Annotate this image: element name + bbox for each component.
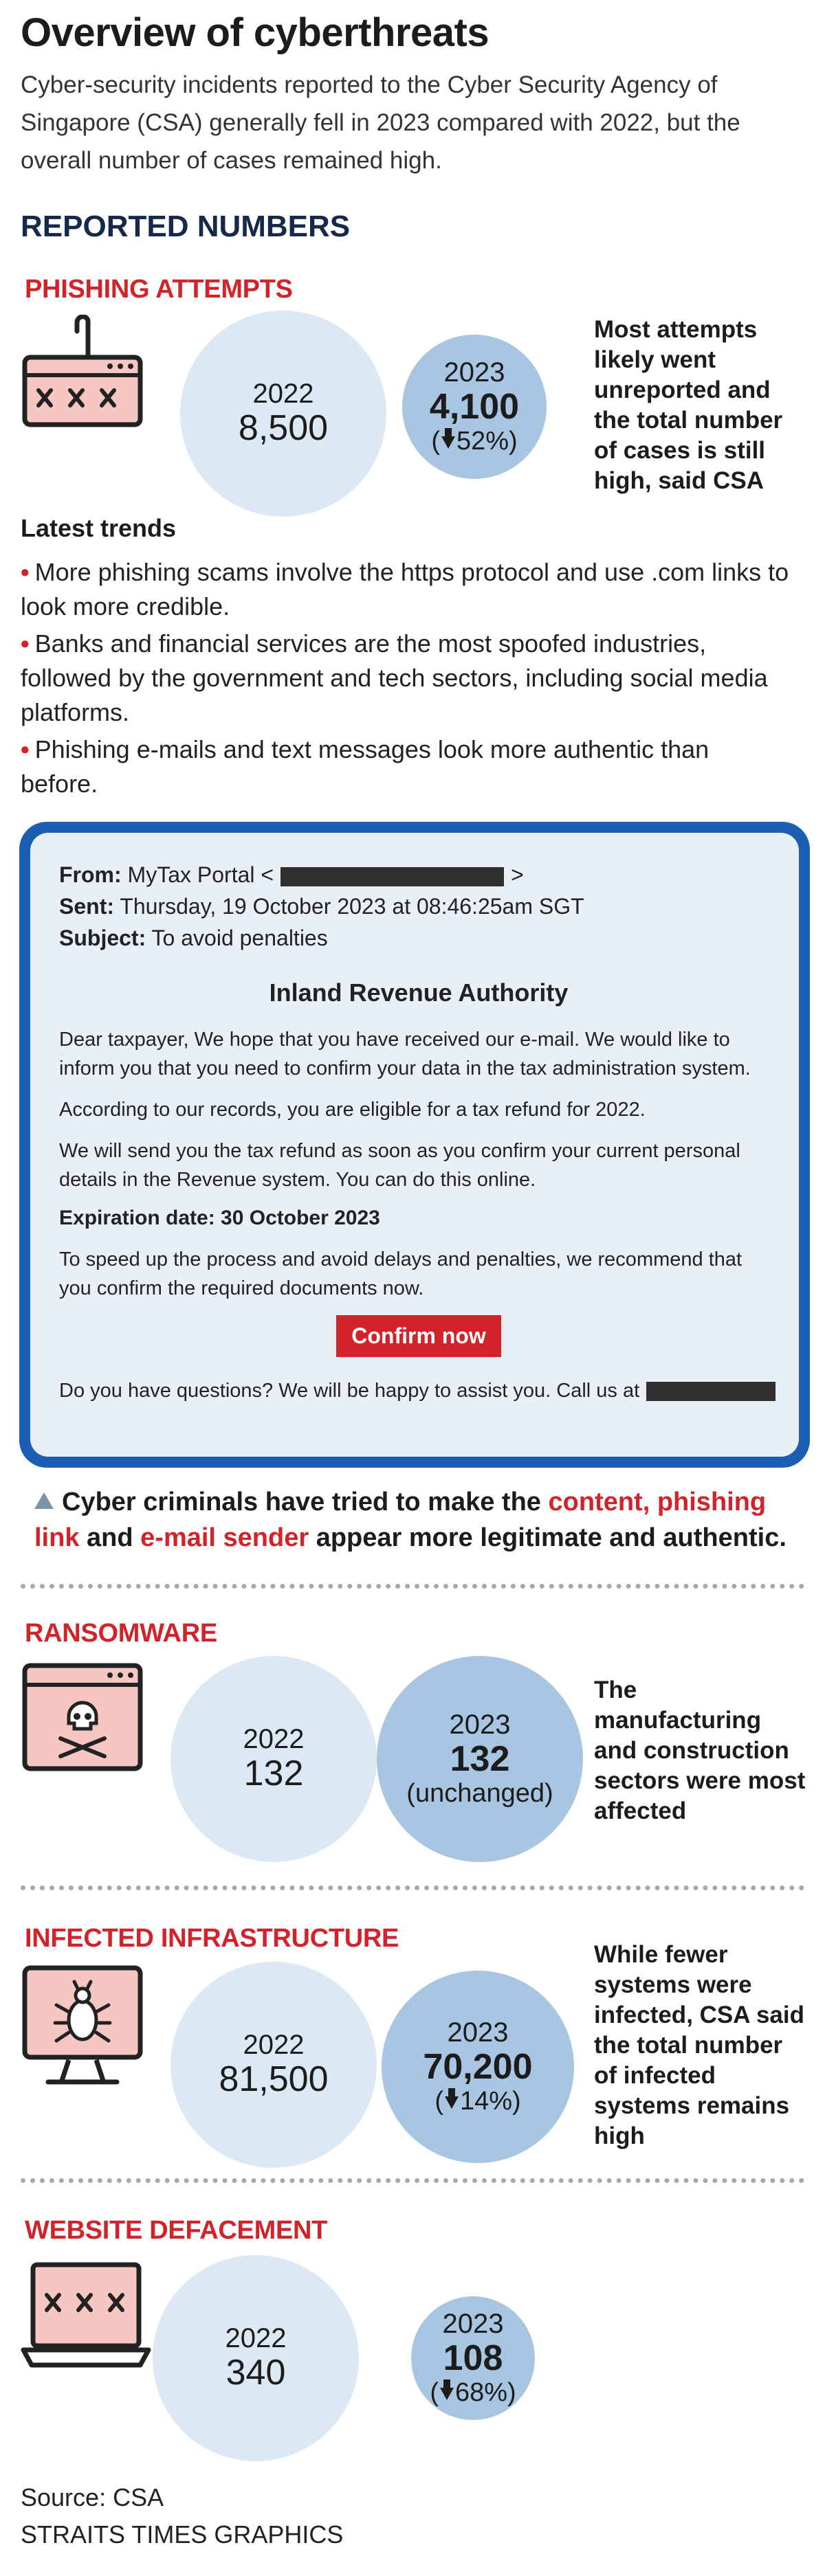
- phishing-hook-icon: [21, 315, 144, 432]
- email-expiry: Expiration date: 30 October 2023: [59, 1207, 380, 1229]
- phishing-2023-change: ( 52%): [431, 426, 518, 456]
- deface-2023-change: ( 68%): [430, 2377, 516, 2407]
- phishing-note: Most attempts likely went unreported and the total number of cases is still high, said CSA: [594, 316, 783, 494]
- confirm-now-button[interactable]: Confirm now: [336, 1315, 501, 1357]
- phishing-2022-year: 2022: [252, 379, 314, 410]
- section-heading: REPORTED NUMBERS: [21, 210, 351, 243]
- email-footer: Do you have questions? We will be happy to assist you. Call us at: [59, 1376, 778, 1405]
- down-arrow-icon: [441, 436, 455, 449]
- deface-2023-circle: [411, 2296, 535, 2420]
- down-arrow-icon: [440, 2388, 454, 2400]
- email-sent: Sent: Thursday, 19 October 2023 at 08:46:25am SGT: [59, 894, 584, 919]
- infra-2022-value: 81,500: [219, 2059, 329, 2100]
- email-from: From: MyTax Portal < >: [59, 862, 524, 887]
- phishing-email-frame: [19, 822, 810, 1468]
- ransomware-2023-year: 2023: [449, 1709, 511, 1740]
- redacted-phone-number: [646, 1382, 776, 1401]
- ransomware-note: The manufacturing and construction sectors were most affected: [594, 1677, 806, 1824]
- email-paragraph: Dear taxpayer, We hope that you have received our e-mail. We would like to inform you that you need to confirm your data in the tax administration system.: [59, 1029, 751, 1079]
- phishing-email: [30, 833, 799, 1457]
- ransomware-2023-circle: [377, 1656, 583, 1862]
- page-title: Overview of cyberthreats: [21, 10, 490, 55]
- trends-title: Latest trends: [21, 514, 177, 542]
- phishing-2023-value: 4,100: [429, 386, 520, 427]
- bug-monitor-icon: [21, 1964, 144, 2091]
- phishing-2023-circle: [402, 335, 547, 479]
- trend-item: • More phishing scams involve the https protocol and use .com links to look more credible.: [21, 555, 791, 624]
- ransomware-2022-year: 2022: [243, 1724, 305, 1755]
- down-arrow-icon: [445, 2096, 459, 2109]
- ransomware-2023-change: (unchanged): [406, 1778, 553, 1808]
- trend-item: • Phishing e-mails and text messages look more authentic than before.: [21, 732, 791, 801]
- email-paragraph: According to our records, you are eligible for a tax refund for 2022.: [59, 1099, 646, 1121]
- email-paragraph: To speed up the process and avoid delays and penalties, we recommend that you confirm the required documents now.: [59, 1248, 742, 1299]
- dotted-divider: [21, 1584, 804, 1589]
- deface-2023-value: 108: [443, 2338, 503, 2378]
- email-subject: Subject: To avoid penalties: [59, 926, 328, 950]
- source-line: Source: CSA: [21, 2483, 164, 2511]
- ransomware-title: RANSOMWARE: [25, 1619, 217, 1648]
- source-credit: [21, 2479, 343, 2553]
- redacted-email-address: [280, 867, 504, 886]
- infra-2022-circle: [170, 1962, 377, 2168]
- deface-2022-value: 340: [226, 2353, 286, 2393]
- infra-2023-value: 70,200: [423, 2046, 533, 2087]
- page-subtitle: Cyber-security incidents reported to the Cyber Security Agency of Singapore (CSA) generally fell in 2023 compared with 2022, but the overall number of cases remained high.: [21, 71, 740, 174]
- dotted-divider: [21, 2178, 804, 2183]
- laptop-icon: [21, 2261, 151, 2371]
- deface-2022-circle: [153, 2255, 359, 2461]
- triangle-pointer-icon: [34, 1492, 54, 1509]
- phishing-2022-value: 8,500: [238, 408, 329, 449]
- infra-2023-change: ( 14%): [434, 2086, 521, 2116]
- email-heading: Inland Revenue Authority: [269, 978, 569, 1007]
- email-caption: Cyber criminals have tried to make the content, phishing link and e-mail sender appear more legitimate and authentic.: [34, 1488, 786, 1552]
- trends-list: [21, 555, 791, 804]
- skull-crossbones-icon: [21, 1661, 144, 1778]
- infra-2023-circle: [382, 1971, 574, 2163]
- ransomware-2022-value: 132: [243, 1754, 304, 1794]
- infra-2022-year: 2022: [243, 2030, 305, 2061]
- phishing-2023-year: 2023: [443, 357, 505, 388]
- ransomware-2022-circle: [170, 1656, 377, 1862]
- email-paragraph: We will send you the tax refund as soon as you confirm your current personal details in the Revenue system. You can do this online.: [59, 1140, 740, 1191]
- deface-2023-year: 2023: [442, 2308, 504, 2339]
- trend-item: • Banks and financial services are the most spoofed industries, followed by the government and tech sectors, including social media platforms.: [21, 627, 791, 730]
- phishing-title: PHISHING ATTEMPTS: [25, 275, 293, 304]
- deface-title: WEBSITE DEFACEMENT: [25, 2216, 328, 2245]
- infra-2023-year: 2023: [447, 2017, 509, 2048]
- credit-line: STRAITS TIMES GRAPHICS: [21, 2520, 344, 2549]
- phishing-2022-circle: [180, 311, 386, 517]
- infra-note: While fewer systems were infected, CSA said the total number of infected systems remains high: [594, 1941, 804, 2149]
- deface-2022-year: 2022: [225, 2323, 287, 2354]
- dotted-divider: [21, 1885, 804, 1890]
- infra-title: INFECTED INFRASTRUCTURE: [25, 1924, 399, 1953]
- ransomware-2023-value: 132: [450, 1738, 510, 1779]
